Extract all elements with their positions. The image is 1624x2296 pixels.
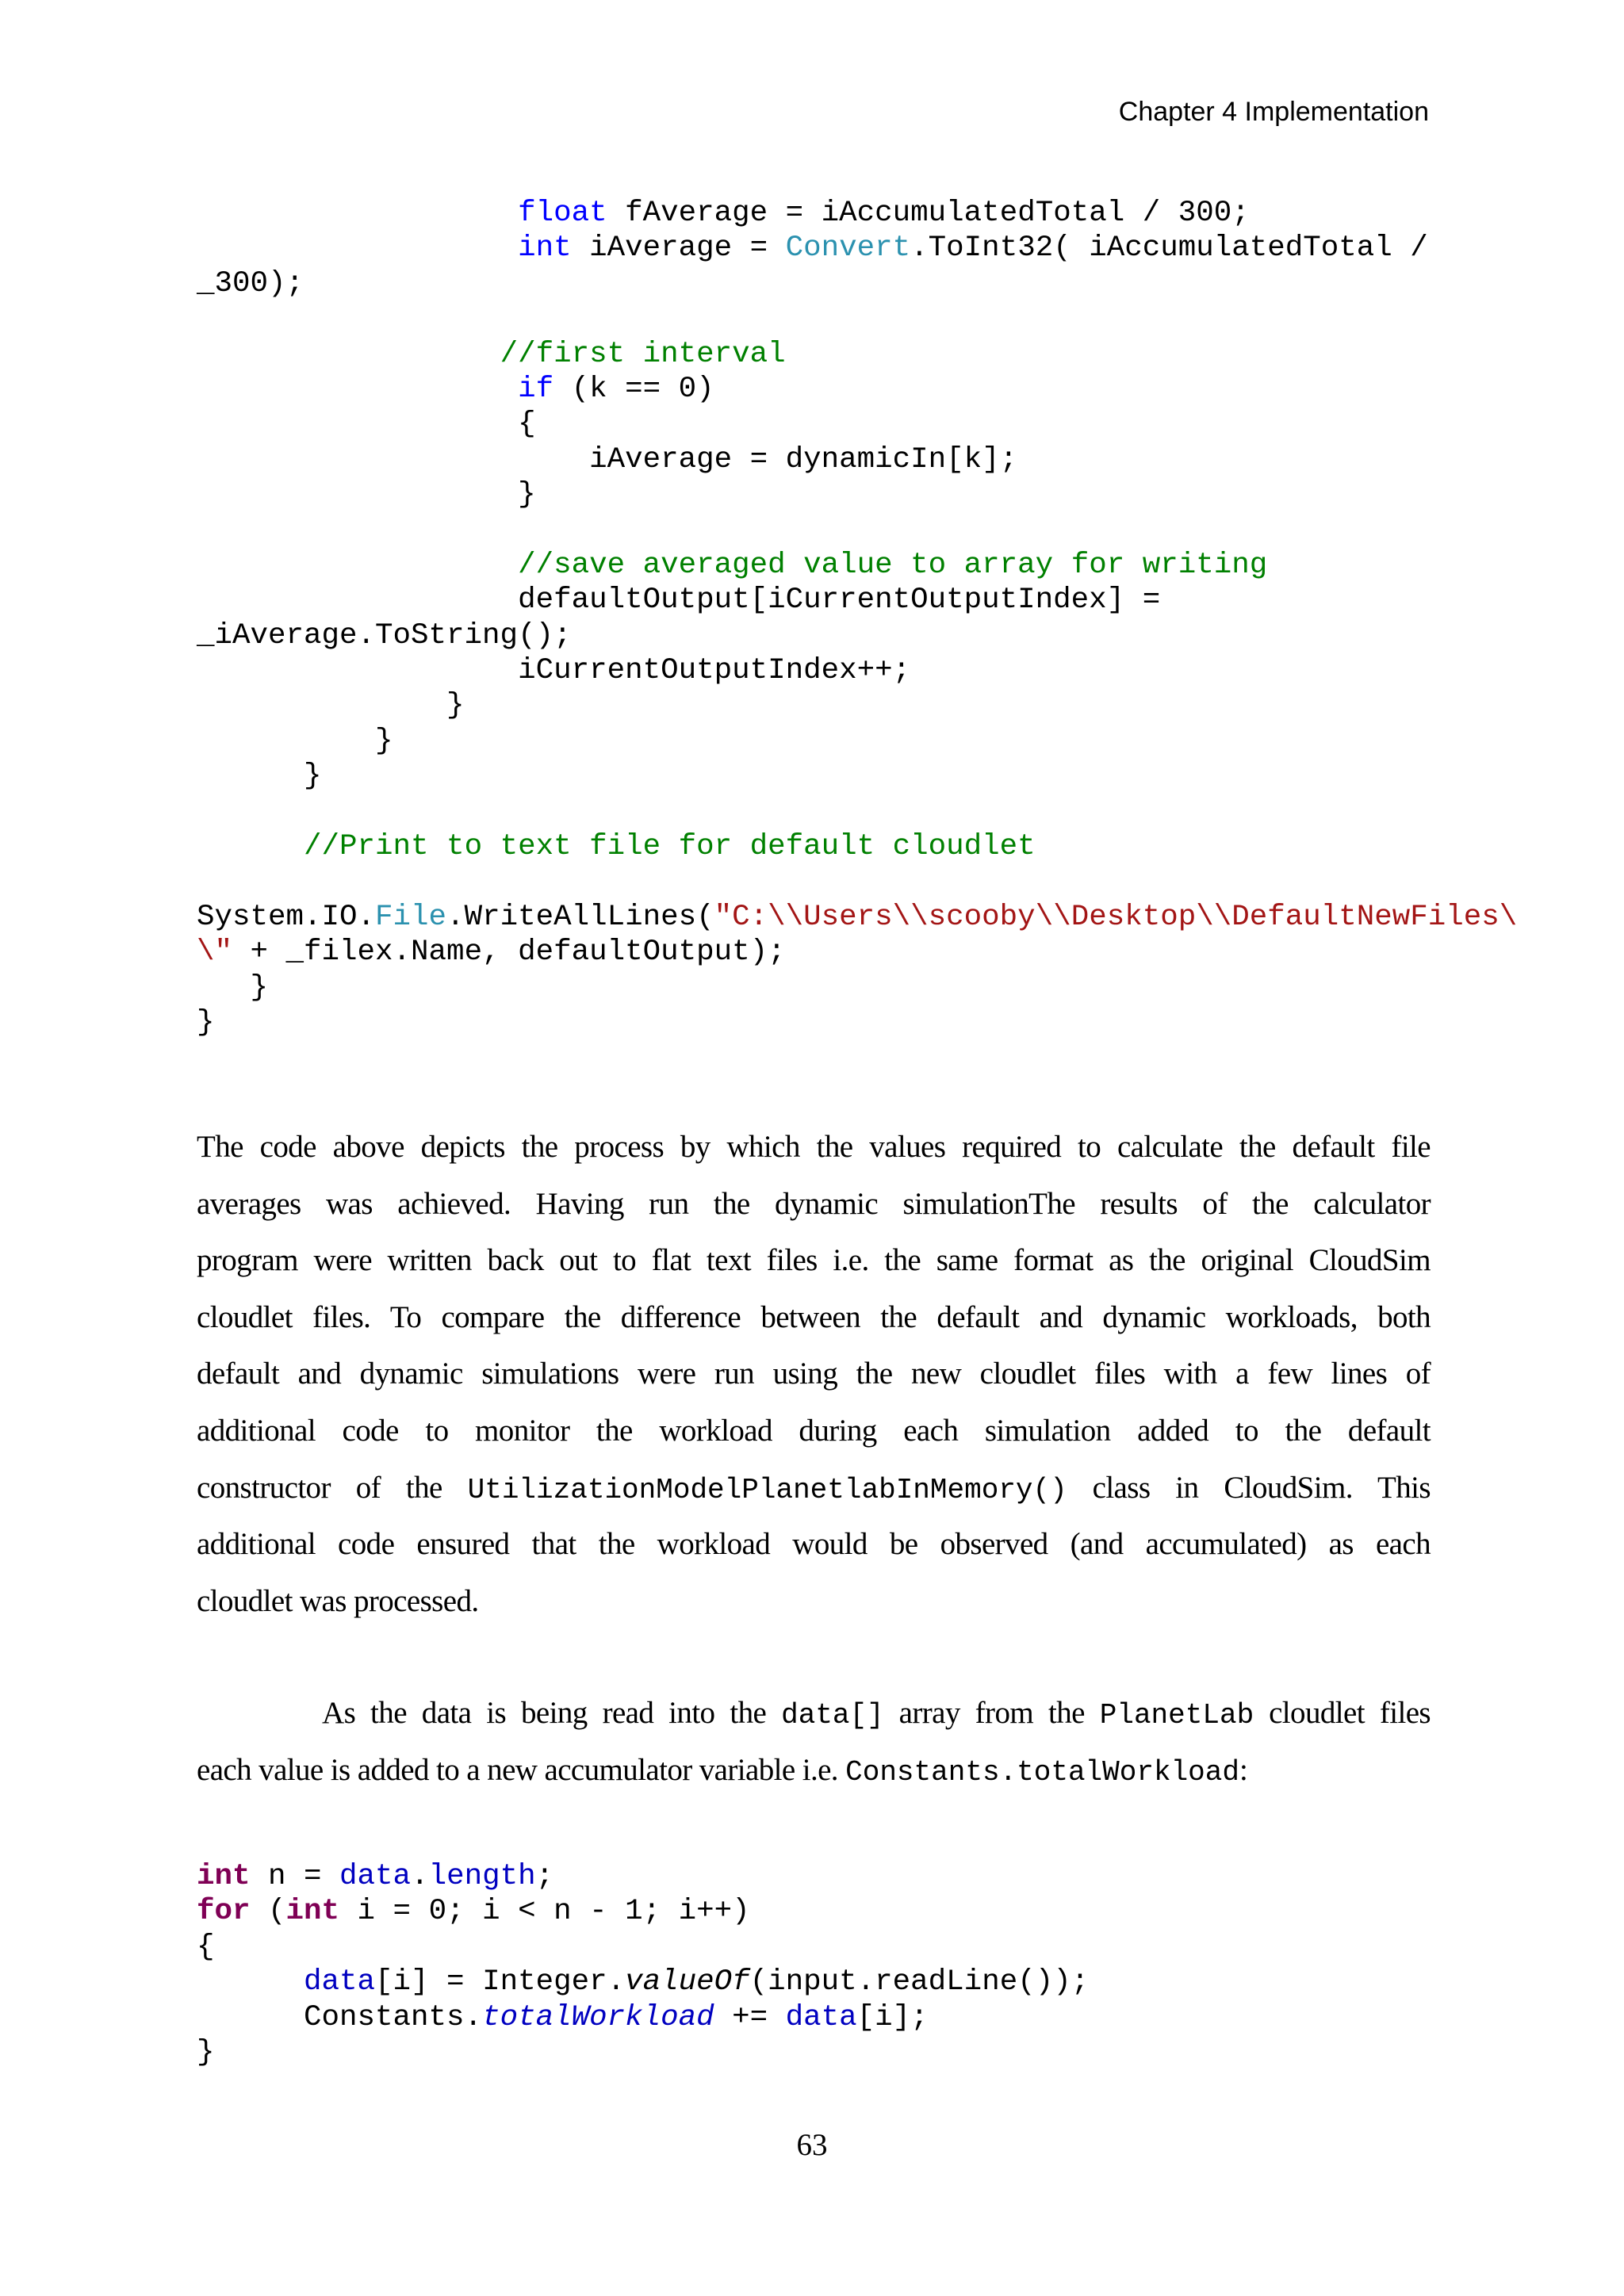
code-line bbox=[197, 829, 1517, 864]
code-line bbox=[197, 583, 1517, 618]
code-text: defaultOutput[iCurrentOutputIndex] = bbox=[197, 584, 1161, 618]
page-number: 63 bbox=[796, 2128, 828, 2162]
paragraph-line: averages was achieved. Having run the dynamic simulationThe results of the calculator bbox=[197, 1186, 1431, 1221]
code-line bbox=[197, 1930, 1089, 1965]
code-line bbox=[197, 900, 1517, 935]
code-text: } bbox=[197, 724, 393, 758]
code-text: } bbox=[197, 1005, 215, 1039]
code-line bbox=[197, 1894, 1089, 1929]
code-text: ( bbox=[250, 1895, 286, 1929]
code-line bbox=[197, 477, 1517, 512]
code-field: data bbox=[785, 2000, 857, 2034]
code-text bbox=[197, 373, 518, 406]
body-paragraph bbox=[197, 1685, 1431, 1798]
code-text: { bbox=[197, 408, 536, 442]
code-text: + _filex.Name, defaultOutput); bbox=[232, 936, 786, 970]
code-text bbox=[197, 338, 500, 371]
code-text bbox=[197, 549, 518, 582]
code-text: } bbox=[197, 970, 269, 1004]
code-text bbox=[197, 830, 304, 863]
code-line bbox=[197, 724, 1517, 759]
running-header: Chapter 4 Implementation bbox=[1118, 97, 1429, 127]
code-text: += bbox=[714, 2000, 786, 2034]
code-line bbox=[197, 337, 1517, 372]
paragraph-text: cloudlet files bbox=[1254, 1696, 1431, 1730]
code-text: _300); bbox=[197, 266, 304, 300]
code-text: iAverage = bbox=[571, 232, 786, 266]
paragraph-line bbox=[197, 1742, 1431, 1799]
code-text: iAverage = dynamicIn[k]; bbox=[197, 442, 1018, 476]
code-text: { bbox=[197, 1930, 215, 1964]
code-line-empty bbox=[197, 301, 1517, 336]
code-line bbox=[197, 759, 1517, 794]
code-keyword: int bbox=[197, 1860, 251, 1893]
inline-code: Constants.totalWorkload bbox=[845, 1755, 1239, 1789]
body-paragraph bbox=[197, 1119, 1431, 1629]
code-line bbox=[197, 442, 1517, 477]
code-string: "C:\\Users\\scooby\\Desktop\\DefaultNewFiles\ bbox=[714, 900, 1518, 934]
paragraph-line: cloudlet was processed. bbox=[197, 1583, 479, 1618]
code-text bbox=[197, 1965, 304, 1999]
code-text: .WriteAllLines( bbox=[446, 900, 714, 934]
code-text: [i]; bbox=[856, 2000, 929, 2034]
code-line bbox=[197, 2035, 1089, 2070]
code-text: System.IO. bbox=[197, 900, 376, 934]
code-line bbox=[197, 970, 1517, 1005]
inline-code: data[] bbox=[781, 1699, 884, 1732]
code-line bbox=[197, 231, 1517, 266]
code-line-empty bbox=[197, 864, 1517, 899]
code-text: iCurrentOutputIndex++; bbox=[197, 654, 911, 688]
code-text: _iAverage.ToString(); bbox=[197, 618, 572, 652]
code-text: } bbox=[197, 478, 536, 512]
paragraph-line: default and dynamic simulations were run using the new cloudlet files with a few lines of bbox=[197, 1357, 1431, 1391]
code-text: (k == 0) bbox=[553, 372, 714, 406]
paragraph-text: class in CloudSim. This bbox=[1067, 1470, 1431, 1505]
code-keyword: int bbox=[518, 232, 572, 266]
paragraph-line: The code above depicts the process by which the values required to calculate the default file bbox=[197, 1130, 1431, 1164]
code-static-method: valueOf bbox=[625, 1965, 750, 1999]
code-text: } bbox=[197, 2035, 215, 2069]
code-text: } bbox=[197, 760, 322, 794]
code-text bbox=[197, 232, 518, 265]
code-type: File bbox=[375, 900, 447, 934]
code-keyword: for bbox=[197, 1895, 251, 1929]
code-text: [i] = Integer. bbox=[375, 1965, 626, 1999]
paragraph-text: each value is added to a new accumulator variable i.e. bbox=[197, 1752, 846, 1787]
code-string: \" bbox=[197, 936, 233, 970]
code-line bbox=[197, 1005, 1517, 1040]
paragraph-text: : bbox=[1239, 1752, 1248, 1787]
code-line bbox=[197, 618, 1517, 653]
code-type: Convert bbox=[785, 232, 911, 266]
code-keyword: float bbox=[518, 197, 607, 230]
code-text: (input.readLine()); bbox=[749, 1965, 1090, 1999]
code-field: data bbox=[339, 1860, 412, 1893]
code-text: i = 0; i < n - 1; i++) bbox=[339, 1895, 750, 1929]
code-line-empty bbox=[197, 513, 1517, 548]
code-text: .ToInt32( iAccumulatedTotal / bbox=[910, 232, 1428, 266]
code-keyword: int bbox=[285, 1895, 340, 1929]
code-field: data bbox=[304, 1965, 376, 1999]
code-line bbox=[197, 1965, 1089, 1999]
csharp-code-block bbox=[197, 196, 1517, 1040]
java-code-block bbox=[197, 1859, 1089, 2070]
paragraph-line: program were written back out to flat text files i.e. the same format as the original CloudSim bbox=[197, 1243, 1431, 1278]
code-line bbox=[197, 1859, 1089, 1894]
code-line-empty bbox=[197, 794, 1517, 829]
paragraph-line: additional code to monitor the workload during each simulation added to the default bbox=[197, 1413, 1431, 1448]
code-line bbox=[197, 688, 1517, 723]
paragraph-line: cloudlet files. To compare the difference between the default and dynamic workloads, both bbox=[197, 1299, 1431, 1334]
code-line bbox=[197, 935, 1517, 970]
paragraph-text: array from the bbox=[883, 1696, 1100, 1730]
paragraph-line: additional code ensured that the workload would be observed (and accumulated) as each bbox=[197, 1527, 1431, 1562]
code-text: ; bbox=[535, 1860, 554, 1893]
code-comment: //Print to text file for default cloudlet bbox=[304, 830, 1036, 864]
paragraph-text: constructor of the bbox=[197, 1470, 468, 1505]
inline-code: PlanetLab bbox=[1099, 1699, 1254, 1732]
code-text: n = bbox=[250, 1860, 340, 1893]
code-comment: //first interval bbox=[500, 337, 786, 371]
code-line bbox=[197, 2000, 1089, 2035]
code-text: fAverage = iAccumulatedTotal / 300; bbox=[607, 197, 1250, 230]
code-line bbox=[197, 407, 1517, 442]
code-comment: //save averaged value to array for writing bbox=[518, 548, 1268, 582]
paragraph-line bbox=[197, 1685, 1431, 1742]
inline-code: UtilizationModelPlanetlabInMemory() bbox=[467, 1473, 1067, 1506]
paragraph-text: As the data is being read into the bbox=[322, 1696, 782, 1730]
code-text bbox=[197, 197, 518, 230]
code-line bbox=[197, 266, 1517, 301]
code-line bbox=[197, 653, 1517, 688]
code-field: length bbox=[428, 1860, 536, 1893]
paragraph-line bbox=[197, 1460, 1431, 1517]
code-static-field: totalWorkload bbox=[482, 2000, 714, 2034]
code-line bbox=[197, 548, 1517, 583]
code-line bbox=[197, 196, 1517, 231]
code-text: . bbox=[411, 1860, 429, 1893]
code-line bbox=[197, 372, 1517, 407]
code-text: Constants. bbox=[197, 2000, 483, 2034]
code-text: } bbox=[197, 689, 465, 723]
code-keyword: if bbox=[518, 372, 554, 406]
